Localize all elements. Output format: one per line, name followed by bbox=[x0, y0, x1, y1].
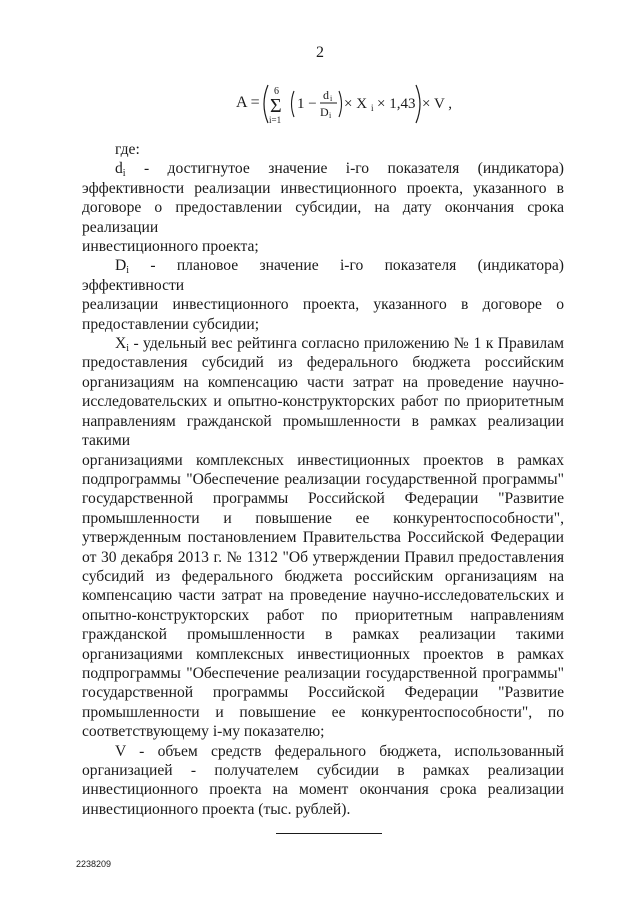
formula-left-paren-inner bbox=[292, 91, 295, 117]
definition-d bbox=[82, 159, 564, 256]
definition-line-text: организацией - получателем субсидии в рамках реализации bbox=[82, 762, 564, 779]
definition-line-text: - объем средств федерального бюджета, использованный bbox=[125, 742, 564, 760]
definition-line-text: - плановое значение i-го показателя (индикатора) эффективности bbox=[82, 257, 564, 294]
definition-line bbox=[82, 198, 564, 237]
definition-line bbox=[82, 780, 564, 799]
definition-line-text: инвестиционного проекта на момент окончания срока реализации bbox=[82, 781, 564, 799]
definition-line-text: реализации инвестиционного проекта, указанного в договоре о bbox=[82, 296, 564, 314]
definition-line bbox=[82, 295, 564, 314]
definition-line-text: промышленности и повышение ее конкурентоспособности", по bbox=[82, 703, 564, 721]
definition-symbol-subscript: i bbox=[126, 343, 130, 355]
formula-sigma: Σ bbox=[270, 95, 282, 117]
definition-line bbox=[82, 664, 564, 683]
definition-symbol: X bbox=[115, 335, 127, 353]
definition-line-text: исследовательских и опытно-конструкторских работ по приоритетным bbox=[82, 393, 564, 411]
formula bbox=[236, 82, 476, 126]
definition-last-line: инвестиционного проекта (тыс. рублей). bbox=[82, 800, 351, 818]
definition-line bbox=[82, 489, 564, 508]
where-label: где: bbox=[115, 141, 140, 158]
definition-line bbox=[82, 412, 564, 451]
definition-last-line: предоставлении субсидии; bbox=[82, 315, 260, 333]
definition-line bbox=[82, 470, 564, 489]
formula-tail: × 1,43 bbox=[377, 96, 416, 112]
definition-symbol-subscript: i bbox=[126, 265, 130, 277]
definition-D bbox=[82, 256, 564, 334]
formula-one-minus: 1 − bbox=[297, 96, 317, 112]
formula-den-sub: i bbox=[329, 111, 332, 120]
definition-line bbox=[82, 567, 564, 586]
definition-symbol: d bbox=[115, 160, 123, 178]
definition-symbol: D bbox=[115, 257, 127, 275]
formula-times-x: × X bbox=[344, 96, 368, 112]
definition-line-text: - удельный вес рейтинга согласно приложению № 1 к Правилам bbox=[129, 335, 564, 353]
definition-line bbox=[82, 625, 564, 644]
definition-line bbox=[82, 256, 564, 295]
definition-line-text: организациям на компенсацию части затрат на проведение научно- bbox=[82, 373, 564, 391]
formula-sum-upper: 6 bbox=[274, 86, 279, 97]
definition-line bbox=[82, 586, 564, 605]
definition-line-text: - достигнутое значение i-го показателя (индикатора) bbox=[125, 160, 564, 178]
definition-line-text: опытно-конструкторских работ по приоритетным направлениям bbox=[82, 606, 564, 624]
document-body bbox=[82, 140, 564, 819]
definition-line bbox=[82, 451, 564, 470]
definition-X bbox=[82, 334, 564, 742]
definition-line bbox=[82, 334, 564, 353]
definition-line bbox=[82, 548, 564, 567]
definition-line bbox=[82, 373, 564, 392]
definition-line bbox=[82, 392, 564, 411]
formula-num-sub: i bbox=[330, 94, 333, 103]
definition-line-text: от 30 декабря 2013 г. № 1312 "Об утверждении Правил предоставления bbox=[82, 548, 564, 566]
definition-line-text: субсидий из федерального бюджета российским организациям на bbox=[82, 567, 564, 585]
formula-den: D bbox=[320, 105, 329, 119]
definition-line-text: промышленности и повышение ее конкурентоспособности", bbox=[82, 509, 564, 527]
definition-line-text: организациями комплексных инвестиционных проектов в рамках bbox=[82, 451, 564, 469]
formula-right-paren-outer bbox=[416, 85, 420, 123]
definition-line bbox=[82, 683, 564, 702]
formula-left-paren-outer bbox=[264, 85, 268, 123]
definition-line-text: договоре о предоставлении субсидии, на дату окончания срока реализации bbox=[82, 199, 564, 236]
definition-line-text: государственной программы Российской Федерации "Развитие bbox=[82, 684, 564, 702]
formula-sum-lower: i=1 bbox=[269, 115, 282, 125]
definition-line bbox=[82, 645, 564, 664]
definition-line bbox=[82, 509, 564, 528]
definition-line-text: гражданской промышленности в рамках реализации такими bbox=[82, 626, 564, 644]
definition-line-text: компенсацию части затрат на проведение научно-исследовательских и bbox=[82, 587, 564, 605]
definition-line-text: направлениям гражданской промышленности в рамках реализации такими bbox=[82, 412, 564, 450]
formula-num: d bbox=[323, 88, 329, 102]
definition-line-text: предоставления субсидий из федерального бюджета российским bbox=[82, 354, 564, 372]
definition-line bbox=[82, 703, 564, 722]
definition-V bbox=[82, 742, 564, 820]
definition-line bbox=[82, 353, 564, 372]
definition-symbol: V bbox=[115, 742, 126, 760]
formula-times-v: × V , bbox=[422, 96, 452, 112]
formula-lhs: A = bbox=[236, 94, 260, 111]
definition-last-line: инвестиционного проекта; bbox=[82, 238, 259, 256]
definition-line bbox=[82, 761, 564, 780]
formula-x-sub: i bbox=[371, 103, 374, 113]
definition-last-line: соответствующему i-му показателю; bbox=[82, 723, 325, 741]
definition-line-text: эффективности реализации инвестиционного проекта, указанного в bbox=[82, 179, 564, 197]
definition-line bbox=[82, 606, 564, 625]
definition-line-text: подпрограммы "Обеспечение реализации государственной программы" bbox=[82, 664, 564, 682]
definition-line-text: подпрограммы "Обеспечение реализации государственной программы" bbox=[82, 470, 564, 488]
definition-symbol-subscript: i bbox=[122, 168, 126, 180]
definition-line-text: государственной программы Российской Федерации "Развитие bbox=[82, 490, 564, 508]
definition-line-text: утвержденным постановлением Правительства Российской Федерации bbox=[82, 529, 564, 547]
definition-line bbox=[82, 159, 564, 178]
page-number: 2 bbox=[316, 44, 324, 61]
definition-line bbox=[82, 742, 564, 761]
document-code: 2238209 bbox=[76, 859, 112, 869]
definition-line bbox=[82, 179, 564, 198]
separator-line bbox=[276, 833, 382, 834]
formula-right-paren-inner bbox=[339, 91, 342, 117]
definition-line-text: организациями комплексных инвестиционных проектов в рамках bbox=[82, 645, 564, 663]
definition-line bbox=[82, 528, 564, 547]
